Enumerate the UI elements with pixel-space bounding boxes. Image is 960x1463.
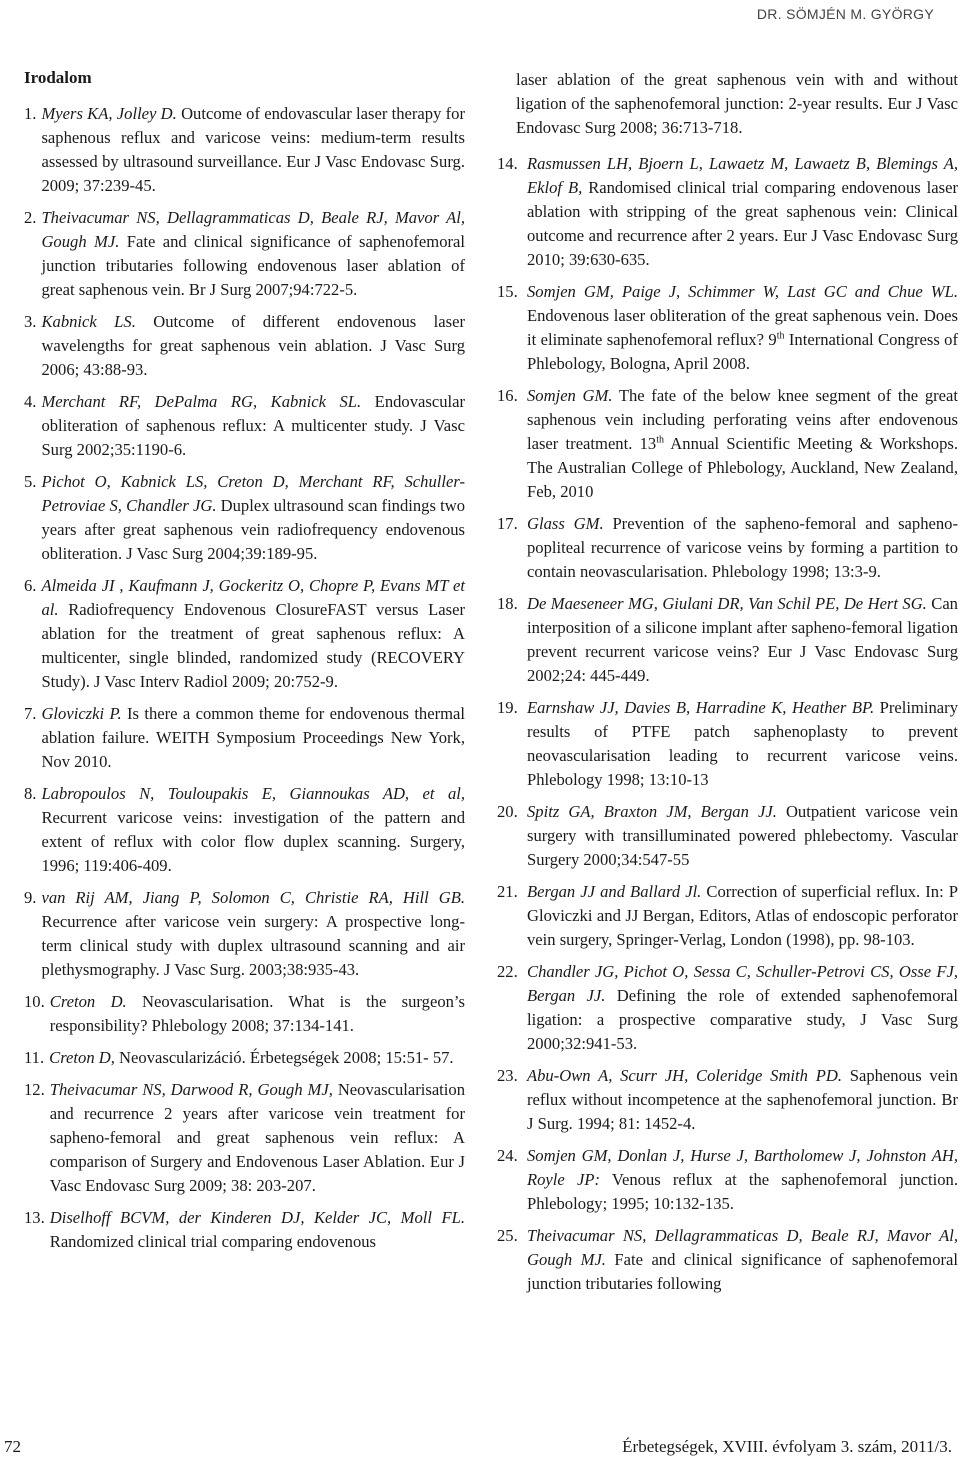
- reference-item: [497, 696, 958, 792]
- reference-authors: Labropoulos N, Touloupakis E, Giannoukas AD, et al,: [41, 784, 465, 803]
- reference-number: 13.: [24, 1208, 45, 1227]
- reference-citation: Venous reflux at the saphenofemoral junction. Phlebology; 1995; 10:132-135.: [527, 1170, 958, 1213]
- reference-item: [497, 880, 958, 952]
- left-column: [24, 66, 465, 1262]
- section-heading: Irodalom: [24, 68, 92, 87]
- reference-item: [497, 1224, 958, 1296]
- reference-number: 6.: [24, 576, 37, 595]
- reference-text: [527, 592, 958, 688]
- reference-text: [45, 1078, 465, 1198]
- reference-citation: Endovascular obliteration of saphenous reflux: A multicenter study. J Vasc Surg 2002;35:1190-6.: [41, 392, 465, 459]
- reference-number: 2.: [24, 208, 37, 227]
- reference-item: [24, 1078, 465, 1198]
- reference-authors: De Maeseneer MG, Giulani DR, Van Schil PE, De Hert SG.: [527, 594, 927, 613]
- reference-authors: Pichot O, Kabnick LS, Creton D, Merchant RF, Schuller-Petroviae S, Chandler JG.: [41, 472, 465, 515]
- reference-text: [45, 990, 465, 1038]
- reference-citation: Randomised clinical trial comparing endovenous laser ablation with stripping of the great saphenous vein: Clinical outcome and recurrence after 2 years. Eur J Vasc Endovasc Surg 2010; 39:630-635.: [527, 178, 958, 269]
- reference-number: 19.: [497, 698, 518, 717]
- reference-authors: Gloviczki P.: [41, 704, 122, 723]
- reference-citation: Fate and clinical significance of saphenofemoral junction tributaries following endovenous laser ablation of great saphenous vein. Br J Surg 2007;94:722-5.: [41, 232, 466, 299]
- reference-text: [44, 1046, 465, 1070]
- reference-number: 18.: [497, 594, 518, 613]
- reference-citation: Recurrent varicose veins: investigation of the pattern and extent of reflux with color flow duplex scanning. Surgery, 1996; 119:406-409.: [41, 808, 465, 875]
- reference-item: [497, 512, 958, 584]
- reference-item: [24, 102, 465, 198]
- reference-item: [24, 990, 465, 1038]
- reference-text: [527, 280, 958, 376]
- reference-authors: Creton D.: [49, 992, 127, 1011]
- reference-text: [527, 1144, 958, 1216]
- reference-number: 4.: [24, 392, 37, 411]
- reference-number: 16.: [497, 386, 518, 405]
- reference-text: [527, 696, 958, 792]
- reference-authors: Somjen GM, Donlan J, Hurse J, Bartholomew J, Johnston AH, Royle JP:: [527, 1146, 958, 1189]
- reference-authors: Somjen GM.: [527, 386, 613, 405]
- reference-item: [24, 574, 465, 694]
- reference-item: [24, 702, 465, 774]
- reference-item: [24, 886, 465, 982]
- reference-number: 9.: [24, 888, 37, 907]
- reference-item: [24, 206, 465, 302]
- reference-item: [24, 470, 465, 566]
- reference-number: 8.: [24, 784, 37, 803]
- reference-number: 25.: [497, 1226, 518, 1245]
- reference-authors: van Rij AM, Jiang P, Solomon C, Christie RA, Hill GB.: [41, 888, 465, 907]
- running-head: DR. SÖMJÉN M. GYÖRGY: [756, 6, 934, 22]
- reference-citation: Prevention of the sapheno-femoral and sapheno-popliteal recurrence of varicose veins by forming a partition to contain neovascularisation. Phlebology 1998; 13:3-9.: [527, 514, 958, 581]
- reference-item: [497, 960, 958, 1056]
- reference-continuation: [497, 68, 958, 140]
- reference-number: 7.: [24, 704, 37, 723]
- reference-list-left: [24, 102, 465, 1254]
- reference-authors: Myers KA, Jolley D.: [41, 104, 177, 123]
- reference-authors: Abu-Own A, Scurr JH, Coleridge Smith PD.: [527, 1066, 842, 1085]
- reference-citation: Neovascularizáció. Érbetegségek 2008; 15:51- 57.: [114, 1048, 454, 1067]
- reference-text: [527, 960, 958, 1056]
- reference-authors: Chandler JG, Pichot O, Sessa C, Schuller-Petrovi CS, Osse FJ, Bergan JJ.: [527, 962, 958, 1005]
- reference-item: [24, 1046, 465, 1070]
- reference-number: 21.: [497, 882, 518, 901]
- reference-citation: The fate of the below knee segment of the great saphenous vein including perforating veins after endovenous laser treatment. 13th Annual Scientific Meeting & Workshops. The Australian College of Phlebology, Auckland, New Zealand, Feb, 2010: [527, 386, 958, 501]
- reference-citation: Recurrence after varicose vein surgery: A prospective long-term clinical study with duplex ultrasound scanning and air plethysmography. J Vasc Surg. 2003;38:935-43.: [41, 912, 465, 979]
- reference-text: [36, 574, 465, 694]
- reference-citation: Can interposition of a silicone implant after sapheno-femoral ligation prevent recurrent varicose veins? Eur J Vasc Endovasc Surg 2002;24: 445-449.: [527, 594, 958, 685]
- reference-authors: Merchant RF, DePalma RG, Kabnick SL.: [41, 392, 362, 411]
- reference-authors: Theivacumar NS, Dellagrammaticas D, Beale RJ, Mavor Al, Gough MJ.: [527, 1226, 958, 1269]
- reference-citation: Duplex ultrasound scan findings two years after great saphenous vein radiofrequency endovenous obliteration. J Vasc Surg 2004;39:189-95.: [41, 496, 465, 563]
- reference-text: [527, 384, 958, 504]
- reference-authors: Glass GM.: [527, 514, 604, 533]
- reference-citation: Outcome of different endovenous laser wavelengths for great saphenous vein ablation. J Vasc Surg 2006; 43:88-93.: [41, 312, 465, 379]
- reference-citation: Is there a common theme for endovenous thermal ablation failure. WEITH Symposium Proceedings New York, Nov 2010.: [41, 704, 465, 771]
- reference-authors: Almeida JI , Kaufmann J, Gockeritz O, Chopre P, Evans MT et al.: [41, 576, 465, 619]
- reference-text: [527, 152, 958, 272]
- reference-authors: Kabnick LS.: [41, 312, 136, 331]
- reference-number: 12.: [24, 1080, 45, 1099]
- reference-number: 11.: [24, 1048, 45, 1067]
- reference-authors: Diselhoff BCVM, der Kinderen DJ, Kelder JC, Moll FL.: [49, 1208, 465, 1227]
- reference-number: 1.: [24, 104, 37, 123]
- reference-number: 14.: [497, 154, 518, 173]
- reference-authors: Bergan JJ and Ballard Jl.: [527, 882, 702, 901]
- reference-citation: Preliminary results of PTFE patch saphenoplasty to prevent neovascularisation leading to recurrent varicose veins. Phlebology 1998; 13:10-13: [527, 698, 958, 789]
- page-number: 72: [4, 1437, 21, 1456]
- reference-item: [24, 390, 465, 462]
- reference-text: [527, 1224, 958, 1296]
- reference-number: 10.: [24, 992, 45, 1011]
- reference-number: 15.: [497, 282, 518, 301]
- reference-citation: Defining the role of extended saphenofemoral ligation: a prospective comparative study, J Vasc Surg 2000;32:941-53.: [527, 986, 958, 1053]
- reference-authors: Somjen GM, Paige J, Schimmer W, Last GC and Chue WL.: [527, 282, 958, 301]
- reference-authors: Earnshaw JJ, Davies B, Harradine K, Heather BP.: [527, 698, 875, 717]
- reference-citation: Randomized clinical trial comparing endovenous: [49, 1232, 376, 1251]
- reference-citation: Outcome of endovascular laser therapy for saphenous reflux and varicose veins: medium-term results assessed by ultrasound surveillance. Eur J Vasc Endovasc Surg. 2009; 37:239-45.: [41, 104, 465, 195]
- reference-number: 17.: [497, 514, 518, 533]
- reference-citation: Endovenous laser obliteration of the great saphenous vein. Does it eliminate saphenofemoral reflux? 9th International Congress of Phlebology, Bologna, April 2008.: [527, 306, 959, 373]
- reference-item: [497, 152, 958, 272]
- reference-text: [36, 206, 465, 302]
- reference-authors: Rasmussen LH, Bjoern L, Lawaetz M, Lawaetz B, Blemings A, Eklof B,: [527, 154, 958, 197]
- reference-number: 23.: [497, 1066, 518, 1085]
- reference-authors: Creton D,: [49, 1048, 115, 1067]
- reference-item: [497, 800, 958, 872]
- reference-text: [36, 470, 465, 566]
- reference-citation: Fate and clinical significance of saphenofemoral junction tributaries following: [527, 1250, 959, 1293]
- reference-item: [497, 1064, 958, 1136]
- reference-number: 5.: [24, 472, 37, 491]
- reference-citation: Neovascularisation and recurrence 2 years after varicose vein treatment for sapheno-femoral and great saphenous vein reflux: A comparison of Surgery and Endovenous Laser Ablation. Eur J Vasc Endovasc Surg 2009; 38: 203-207.: [49, 1080, 465, 1195]
- reference-item: [497, 1144, 958, 1216]
- reference-text: [527, 1064, 958, 1136]
- reference-item: [24, 310, 465, 382]
- reference-number: 20.: [497, 802, 518, 821]
- reference-text: [527, 512, 958, 584]
- reference-text: [527, 800, 958, 872]
- reference-item: [497, 280, 958, 376]
- reference-continuation-text: laser ablation of the great saphenous vein with and without ligation of the saphenofemoral junction: 2-year results. Eur J Vasc Endovasc Surg 2008; 36:713-718.: [516, 70, 958, 137]
- reference-item: [24, 782, 465, 878]
- reference-authors: Spitz GA, Braxton JM, Bergan JJ.: [527, 802, 777, 821]
- reference-item: [497, 592, 958, 688]
- reference-text: [36, 702, 465, 774]
- reference-citation: Saphenous vein reflux without incompetence at the saphenofemoral junction. Br J Surg. 1994; 81: 1452-4.: [527, 1066, 958, 1133]
- reference-number: 22.: [497, 962, 518, 981]
- reference-text: [36, 886, 465, 982]
- reference-text: [527, 880, 958, 952]
- reference-text: [36, 310, 465, 382]
- reference-item: [497, 384, 958, 504]
- reference-number: 24.: [497, 1146, 518, 1165]
- reference-text: [45, 1206, 465, 1254]
- right-column: [497, 68, 958, 1304]
- reference-authors: Theivacumar NS, Darwood R, Gough MJ,: [49, 1080, 333, 1099]
- reference-text: [36, 782, 465, 878]
- reference-citation: Correction of superficial reflux. In: P Gloviczki and JJ Bergan, Editors, Atlas of endoscopic perforator vein surgery, Springer-Verlag, London (1998), pp. 98-103.: [527, 882, 958, 949]
- reference-citation: Radiofrequency Endovenous ClosureFAST versus Laser ablation for the treatment of great saphenous reflux: A multicenter, single blinded, randomized study (RECOVERY Study). J Vasc Interv Radiol 2009; 20:752-9.: [41, 600, 465, 691]
- reference-authors: Theivacumar NS, Dellagrammaticas D, Beale RJ, Mavor Al, Gough MJ.: [41, 208, 465, 251]
- reference-number: 3.: [24, 312, 37, 331]
- reference-citation: Neovascularisation. What is the surgeon’s responsibility? Phlebology 2008; 37:134-141.: [49, 992, 465, 1035]
- reference-text: [36, 390, 465, 462]
- reference-citation: Outpatient varicose vein surgery with transilluminated powered phlebectomy. Vascular Surgery 2000;34:547-55: [527, 802, 958, 869]
- reference-text: [36, 102, 465, 198]
- reference-item: [24, 1206, 465, 1254]
- journal-footer: Érbetegségek, XVIII. évfolyam 3. szám, 2011/3.: [622, 1437, 952, 1456]
- reference-list-right: [497, 152, 958, 1296]
